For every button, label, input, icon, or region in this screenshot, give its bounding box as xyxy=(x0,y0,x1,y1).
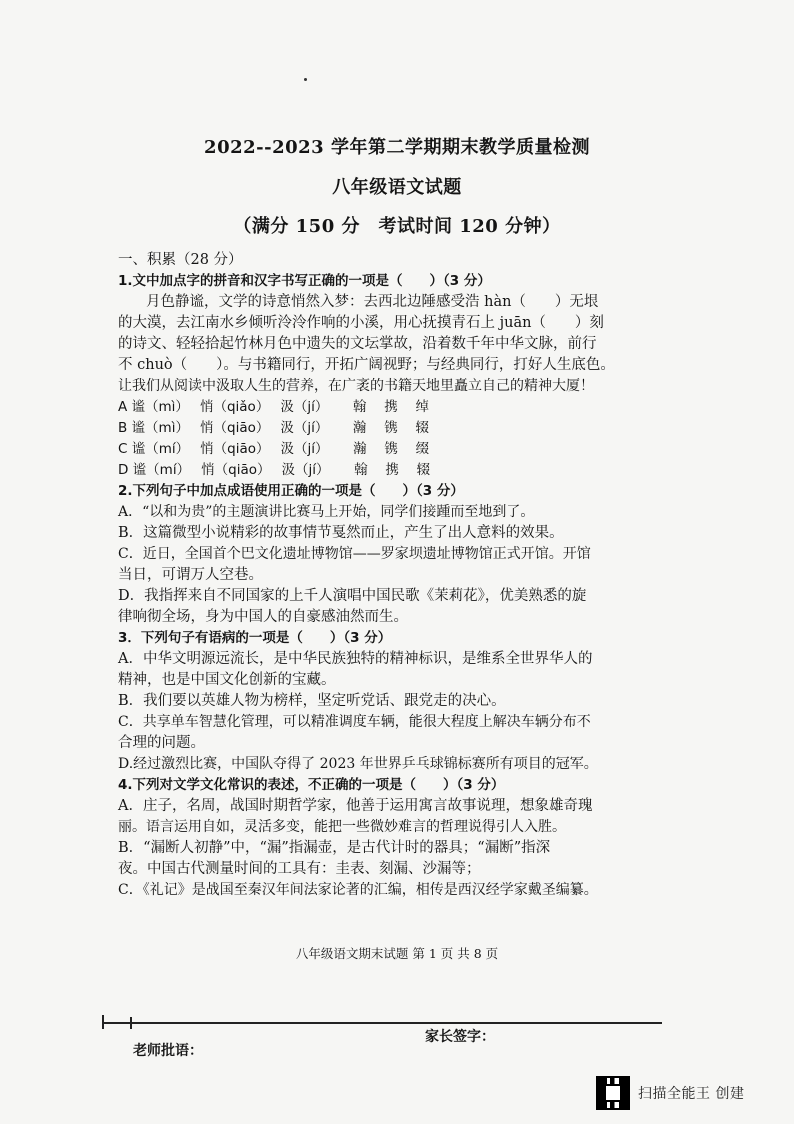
scanner-text: 扫描全能王 创建 xyxy=(638,1086,745,1102)
q1-stem: 1.文中加点字的拼音和汉字书写正确的一项是（ ）（3 分） xyxy=(118,273,491,289)
q4-stem: 4.下列对文学文化常识的表述，不正确的一项是（ ）（3 分） xyxy=(118,777,505,793)
q1-passage-line: 不 chuò（ ）。与书籍同行，开拓广阔视野；与经典同行，打好人生底色。 xyxy=(118,357,615,373)
teacher-comment-label: 老师批语： xyxy=(133,1043,203,1059)
q4-option-b: B．“漏断人初静”中，“漏”指漏壶，是古代计时的器具；“漏断”指深 xyxy=(118,840,551,856)
section-heading: 一、积累（28 分） xyxy=(118,252,243,268)
q1-option-d: D 谧（mí） 悄（qiāo） 汲（jí） 翰 携 辍 xyxy=(118,462,431,478)
page-footer: 八年级语文期末试题 第 1 页 共 8 页 xyxy=(295,946,499,961)
q1-passage-line: 的大漠，去江南水乡倾听泠泠作响的小溪，用心抚摸青石上 juān（ ）刻 xyxy=(118,315,604,331)
exam-title: 2022--2023 学年第二学期期末教学质量检测 xyxy=(204,137,590,158)
q3-option-c: C．共享单车智慧化管理，可以精准调度车辆，能很大程度上解决车辆分布不 xyxy=(118,714,591,730)
q2-option-c: C．近日，全国首个巴文化遗址博物馆——罗家坝遗址博物馆正式开馆。开馆 xyxy=(118,546,591,562)
q1-passage-line: 月色静谧，文学的诗意悄然入梦：去西北边陲感受浩 hàn（ ）无垠 xyxy=(146,294,599,310)
q4-option-a: A．庄子，名周，战国时期哲学家，他善于运用寓言故事说理，想象雄奇瑰 xyxy=(118,798,593,814)
scanner-watermark xyxy=(596,1075,786,1111)
q3-option-d: D.经过激烈比赛，中国队夺得了 2023 年世界乒乓球锦标赛所有项目的冠军。 xyxy=(118,756,598,772)
q1-option-c: C 谧（mí） 悄（qiāo） 汲（jí） 瀚 镌 缀 xyxy=(118,441,430,457)
q3-stem: 3．下列句子有语病的一项是（ ）（3 分） xyxy=(118,630,392,646)
q3-option-a-cont: 精神，也是中国文化创新的宝藏。 xyxy=(118,672,336,688)
q4-option-b-cont: 夜。中国古代测量时间的工具有：圭表、刻漏、沙漏等； xyxy=(118,861,481,877)
parent-signature-label: 家长签字： xyxy=(425,1029,495,1045)
qr-code-icon xyxy=(596,1076,630,1110)
q2-option-d-cont: 律响彻全场，身为中国人的自豪感油然而生。 xyxy=(118,609,408,625)
q4-option-c: C．《礼记》是战国至秦汉年间法家论著的汇编，相传是西汉经学家戴圣编纂。 xyxy=(118,882,598,898)
q3-option-b: B．我们要以英雄人物为榜样，坚定听党话、跟党走的决心。 xyxy=(118,693,506,709)
exam-subtitle: 八年级语文试题 xyxy=(332,177,462,198)
q1-option-b: B 谧（mì） 悄（qiāo） 汲（jí） 瀚 镌 辍 xyxy=(118,420,430,436)
q3-option-c-cont: 合理的问题。 xyxy=(118,735,205,751)
q1-option-a: A 谧（mì） 悄（qiǎo） 汲（jí） 翰 携 绰 xyxy=(118,399,429,415)
q2-option-d: D．我指挥来自不同国家的上千人演唱中国民歌《茉莉花》，优美熟悉的旋 xyxy=(118,588,587,604)
exam-body xyxy=(118,250,663,901)
q2-option-b: B．这篇微型小说精彩的故事情节戛然而止，产生了出人意料的效果。 xyxy=(118,525,564,541)
q4-option-a-cont: 丽。语言运用自如，灵活多变，能把一些微妙难言的哲理说得引人入胜。 xyxy=(118,819,566,835)
q2-option-a: A．“以和为贵”的主题演讲比赛马上开始，同学们接踵而至地到了。 xyxy=(118,504,535,520)
q2-option-c-cont: 当日，可谓万人空巷。 xyxy=(118,567,263,583)
q1-passage-line: 的诗文、轻轻拾起竹林月色中遗失的文坛掌故，沿着数千年中华文脉，前行 xyxy=(118,336,597,352)
q3-option-a: A．中华文明源远流长，是中华民族独特的精神标识，是维系全世界华人的 xyxy=(118,651,593,667)
q1-passage-line: 让我们从阅读中汲取人生的营养，在广袤的书籍天地里矗立自己的精神大厦！ xyxy=(118,378,594,394)
q2-stem: 2.下列句子中加点成语使用正确的一项是（ ）（3 分） xyxy=(118,483,464,499)
divider xyxy=(102,1022,662,1024)
speck xyxy=(304,78,307,81)
exam-info: （满分 150 分 考试时间 120 分钟） xyxy=(233,216,561,237)
